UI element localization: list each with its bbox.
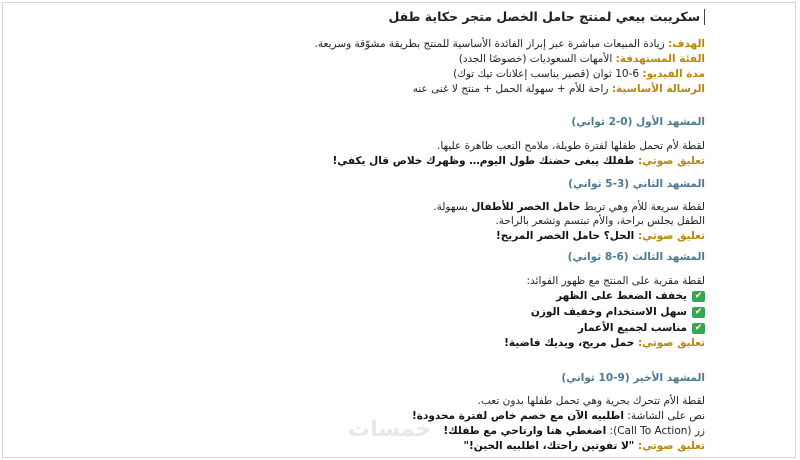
scene-2-product-name: حامل الخصر للأطفال (471, 201, 581, 213)
check-icon: ✔ (692, 291, 705, 302)
meta-goal-label: الهدف: (668, 38, 705, 50)
meta-audience (459, 52, 705, 66)
meta-audience-value: الأمهات السعوديات (خصوصًا الجدد) (458, 53, 616, 65)
scene-4-cta-label: زر (Call To Action): (606, 425, 705, 437)
scene-4-onscreen-value: اطلبيه الآن مع خصم خاص لفترة محدودة! (412, 410, 625, 422)
scene-4-voiceover (464, 439, 705, 453)
scene-1-description: لقطة لأم تحمل طفلها لفترة طويلة، ملامح التعب ظاهرة عليها. (437, 140, 705, 152)
meta-goal (315, 37, 705, 51)
scene-2-voice-text: الحل؟ حامل الخصر المريح! (495, 230, 638, 242)
scene-2-line-1-post: بسهولة. (433, 201, 472, 213)
watermark-logo: خمسات (348, 417, 432, 442)
scene-3-heading: المشهد الثالث (6-8 ثواني) (567, 251, 705, 263)
meta-duration-value: 6-10 ثوان (قصير يناسب إعلانات تيك توك) (453, 68, 643, 80)
meta-goal-value: زيادة المبيعات مباشرة عبر إبراز الفائدة الأساسية للمنتج بطريقة مشوّقة وسريعة. (314, 38, 669, 50)
scene-1-voice-text: طفلك يبغى حضنك طول اليوم… وظهرك خلاص قال يكفي! (332, 155, 638, 167)
meta-audience-label: الفئة المستهدفة: (615, 53, 705, 65)
meta-message-label: الرسالة الأساسية: (611, 83, 705, 95)
scene-3-intro: لقطة مقربة على المنتج مع ظهور الفوائد: (526, 275, 705, 287)
scene-4-voice-label: تعليق صوتي: (637, 440, 705, 452)
scene-3-voiceover (504, 336, 705, 350)
scene-1-voice-label: تعليق صوتي: (637, 155, 705, 167)
scene-4-line-1: لقطة الأم تتحرك بحرية وهي تحمل طفلها بدون تعب. (477, 395, 705, 407)
scene-2-line-1 (433, 200, 705, 214)
meta-duration (453, 67, 705, 81)
check-icon: ✔ (692, 323, 705, 334)
scene-2-line-1-pre: لقطة سريعة للأم وهي تربط (580, 201, 705, 213)
document-page (2, 2, 796, 458)
benefit-text: مناسب لجميع الأعمار (577, 322, 687, 334)
scene-4-heading: المشهد الأخير (9-10 ثواني) (561, 372, 705, 384)
benefit-text: يخفف الضغط على الظهر (556, 290, 687, 302)
scene-3-voice-label: تعليق صوتي: (637, 337, 705, 349)
scene-4-onscreen-label: نص على الشاشة: (624, 410, 705, 422)
scene-4-cta-value: اضغطي هنا وارتاحي مع طفلك! (443, 425, 607, 437)
meta-message-value: راحة للأم + سهولة الحمل + منتج لا غنى عنه (412, 83, 612, 95)
scene-1-heading: المشهد الأول (0-2 ثواني) (571, 116, 705, 128)
benefit-item (578, 321, 705, 335)
scene-2-voiceover (496, 229, 705, 243)
document-title: سكريبت بيعي لمنتج حامل الخصل متجر حكاية طفل (389, 9, 705, 25)
meta-duration-label: مدة الفيديو: (642, 68, 705, 80)
benefit-text: سهل الاستخدام وخفيف الوزن (530, 306, 687, 318)
scene-2-line-2: الطفل يجلس براحة، والأم تبتسم وتشعر بالراحة. (495, 215, 705, 227)
benefit-item (531, 305, 705, 319)
check-icon: ✔ (692, 307, 705, 318)
scene-4-voice-text: "لا تفوتين راحتك، اطلبيه الحين!" (463, 440, 638, 452)
scene-3-voice-text: حمل مريح، ويديك فاضية! (504, 337, 638, 349)
scene-4-onscreen-text (412, 409, 705, 423)
meta-message (413, 82, 705, 96)
scene-1-voiceover (332, 154, 705, 168)
scene-2-heading: المشهد الثاني (3-5 ثواني) (568, 178, 705, 190)
scene-2-voice-label: تعليق صوتي: (637, 230, 705, 242)
benefit-item (556, 289, 705, 303)
scene-4-cta (443, 424, 705, 438)
